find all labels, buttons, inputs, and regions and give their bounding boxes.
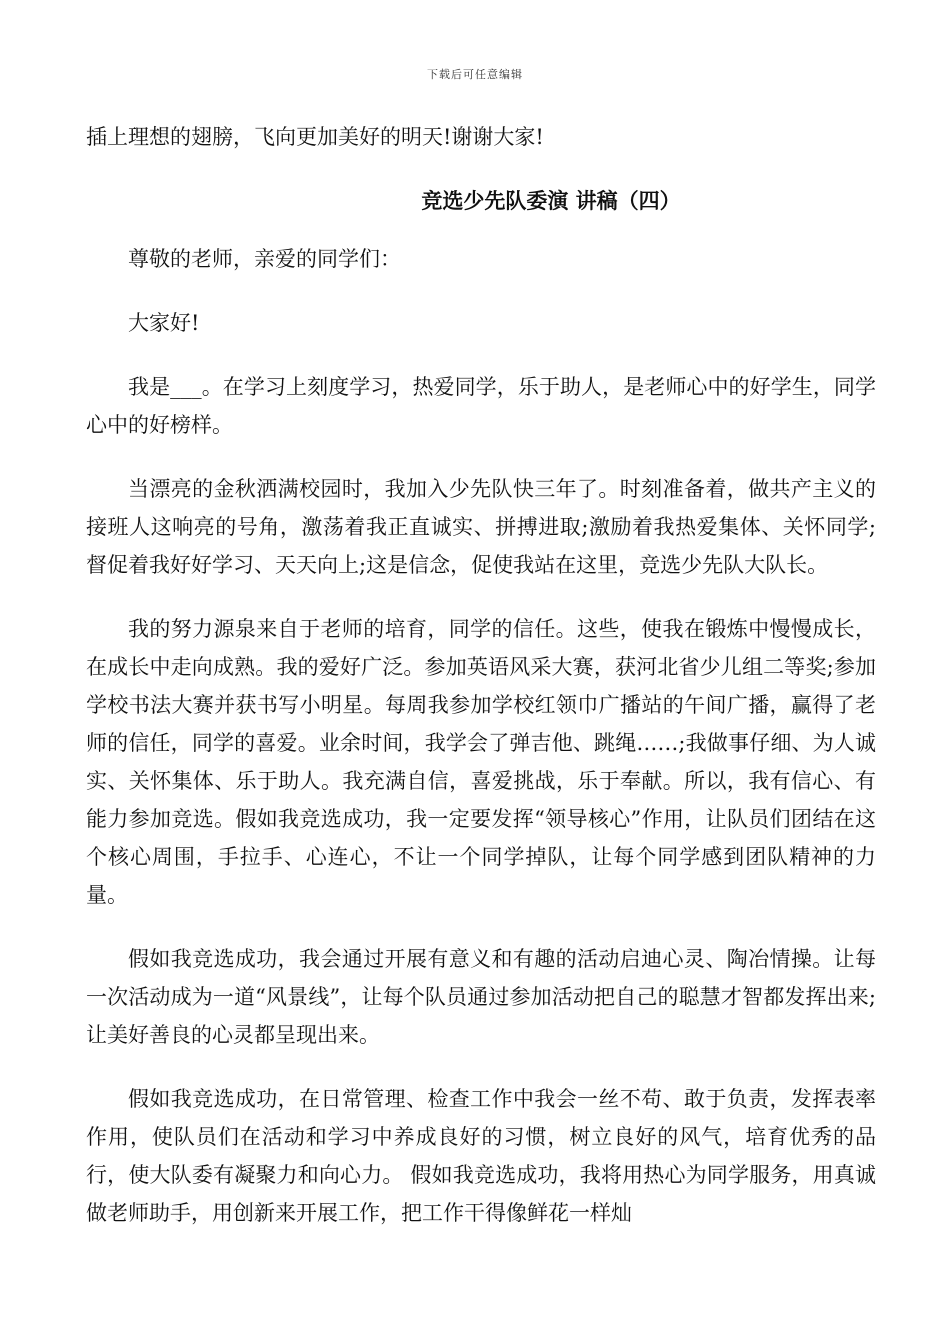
document-body [86, 118, 876, 1258]
paragraph-salutation: 尊敬的老师，亲爱的同学们： [128, 247, 401, 271]
paragraph-pioneer: 当漂亮的金秋洒满校园时，我加入少先队快三年了。时刻准备着，做共产主义的接班人这响亮的号角，激荡着我正直诚实、拼搏进取;激励着我热爱集体、关怀同学;督促着我好好学习、天天向上;这是信念，促使我站在这里，竞选少先队大队长。 [86, 477, 876, 577]
paragraph-intro: 我是___。在学习上刻度学习，热爱同学，乐于助人，是老师心中的好学生，同学心中的好榜样。 [86, 375, 876, 437]
paragraph-management: 假如我竞选成功，在日常管理、检查工作中我会一丝不苟、敢于负责，发挥表率作用，使队员们在活动和学习中养成良好的习惯，树立良好的风气，培育优秀的品行，使大队委有凝聚力和向心力。 假如我竞选成功，我将用热心为同学服务，用真诚做老师助手，用创新来开展工作，把工作干得像鲜花一样灿 [86, 1087, 876, 1225]
paragraph-activities: 假如我竞选成功，我会通过开展有意义和有趣的活动启迪心灵、陶冶情操。让每一次活动成为一道“风景线”，让每个队员通过参加活动把自己的聪慧才智都发挥出来;让美好善良的心灵都呈现出来。 [86, 947, 876, 1047]
lead-line: 插上理想的翅膀，飞向更加美好的明天!谢谢大家! [86, 125, 544, 149]
page-header-note: 下载后可任意编辑 [427, 68, 523, 81]
document-title: 竞选少先队委演 讲稿（四） [421, 189, 681, 213]
paragraph-greeting: 大家好! [128, 311, 200, 335]
paragraph-achievements: 我的努力源泉来自于老师的培育，同学的信任。这些，使我在锻炼中慢慢成长，在成长中走向成熟。我的爱好广泛。参加英语风采大赛，获河北省少儿组二等奖;参加学校书法大赛并获书写小明星。每周我参加学校红领巾广播站的午间广播，赢得了老师的信任，同学的喜爱。业余时间，我学会了弹吉他、跳绳……;我做事仔细、为人诚实、关怀集体、乐于助人。我充满自信，喜爱挑战，乐于奉献。所以，我有信心、有能力参加竞选。假如我竞选成功，我一定要发挥“领导核心”作用，让队员们团结在这个核心周围，手拉手、心连心，不让一个同学掉队，让每个同学感到团队精神的力量。 [86, 617, 876, 907]
